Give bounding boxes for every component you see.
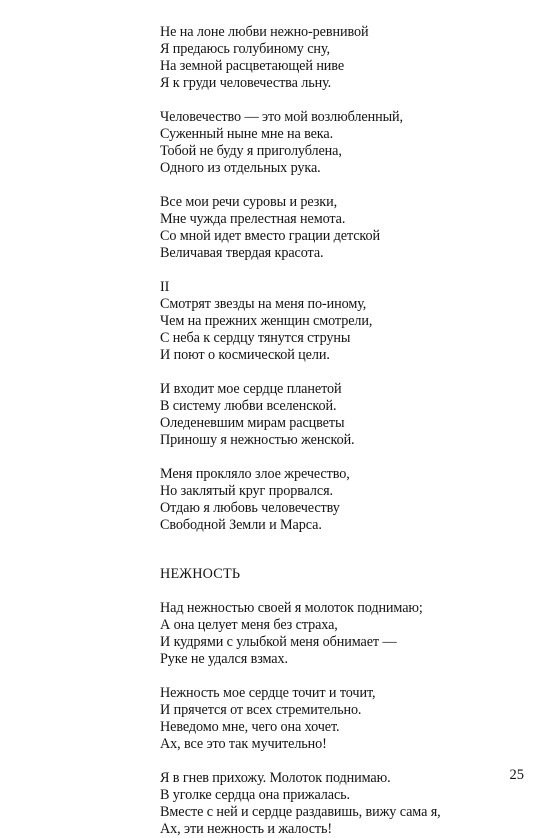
verse-line: В систему любви вселенской. bbox=[160, 398, 337, 414]
verse-line: Смотрят звезды на меня по-иному, bbox=[160, 296, 367, 312]
verse-line: Ах, эти нежность и жалость! bbox=[160, 821, 332, 837]
verse-line: Свободной Земли и Марса. bbox=[160, 517, 322, 533]
verse-line: И прячется от всех стремительно. bbox=[160, 702, 362, 718]
stanza bbox=[160, 466, 540, 534]
part-numeral: II bbox=[160, 279, 170, 295]
verse-line: Меня прокляло злое жречество, bbox=[160, 466, 350, 482]
poem-page bbox=[160, 24, 540, 838]
verse-line: Суженный ныне мне на века. bbox=[160, 126, 334, 142]
verse-line: Со мной идет вместо грации детской bbox=[160, 228, 380, 244]
stanza bbox=[160, 600, 540, 668]
verse-line: Отдаю я любовь человечеству bbox=[160, 500, 340, 516]
page-number: 25 bbox=[509, 767, 524, 783]
verse-line: Не на лоне любви нежно-ревнивой bbox=[160, 24, 369, 40]
verse-line: Приношу я нежностью женской. bbox=[160, 432, 355, 448]
verse-line: В уголке сердца она прижалась. bbox=[160, 787, 350, 803]
stanza bbox=[160, 194, 540, 262]
verse-line: Все мои речи суровы и резки, bbox=[160, 194, 338, 210]
verse-line: Нежность мое сердце точит и точит, bbox=[160, 685, 376, 701]
verse-line: Я предаюсь голубиному сну, bbox=[160, 41, 330, 57]
verse-line: Величавая твердая красота. bbox=[160, 245, 324, 261]
verse-line: Оледеневшим мирам расцветы bbox=[160, 415, 345, 431]
stanza bbox=[160, 24, 540, 92]
poem-nezhnost bbox=[160, 600, 540, 838]
stanza bbox=[160, 109, 540, 177]
stanza bbox=[160, 770, 540, 838]
verse-line: Мне чужда прелестная немота. bbox=[160, 211, 346, 227]
verse-line: А она целует меня без страха, bbox=[160, 617, 338, 633]
verse-line: Вместе с ней и сердце раздавишь, вижу сама я, bbox=[160, 804, 441, 820]
verse-line: И поют о космической цели. bbox=[160, 347, 330, 363]
verse-line: Я к груди человечества льну. bbox=[160, 75, 332, 91]
stanza bbox=[160, 685, 540, 753]
verse-line: Одного из отдельных рука. bbox=[160, 160, 321, 176]
verse-line: На земной расцветающей ниве bbox=[160, 58, 345, 74]
verse-line: Чем на прежних женщин смотрели, bbox=[160, 313, 373, 329]
verse-line: Я в гнев прихожу. Молоток поднимаю. bbox=[160, 770, 391, 786]
poem-continuation bbox=[160, 24, 540, 534]
verse-line: Над нежностью своей я молоток поднимаю; bbox=[160, 600, 423, 616]
poem-title: НЕЖНОСТЬ bbox=[160, 566, 241, 582]
stanza bbox=[160, 279, 540, 364]
verse-line: Человечество — это мой возлюбленный, bbox=[160, 109, 403, 125]
stanza bbox=[160, 381, 540, 449]
verse-line: И входит мое сердце планетой bbox=[160, 381, 342, 397]
verse-line: Руке не удался взмах. bbox=[160, 651, 288, 667]
verse-line: Неведомо мне, чего она хочет. bbox=[160, 719, 340, 735]
verse-line: С неба к сердцу тянутся струны bbox=[160, 330, 351, 346]
verse-line: Тобой не буду я приголублена, bbox=[160, 143, 342, 159]
verse-line: Но заклятый круг прорвался. bbox=[160, 483, 333, 499]
verse-line: Ах, все это так мучительно! bbox=[160, 736, 327, 752]
verse-line: И кудрями с улыбкой меня обнимает — bbox=[160, 634, 397, 650]
